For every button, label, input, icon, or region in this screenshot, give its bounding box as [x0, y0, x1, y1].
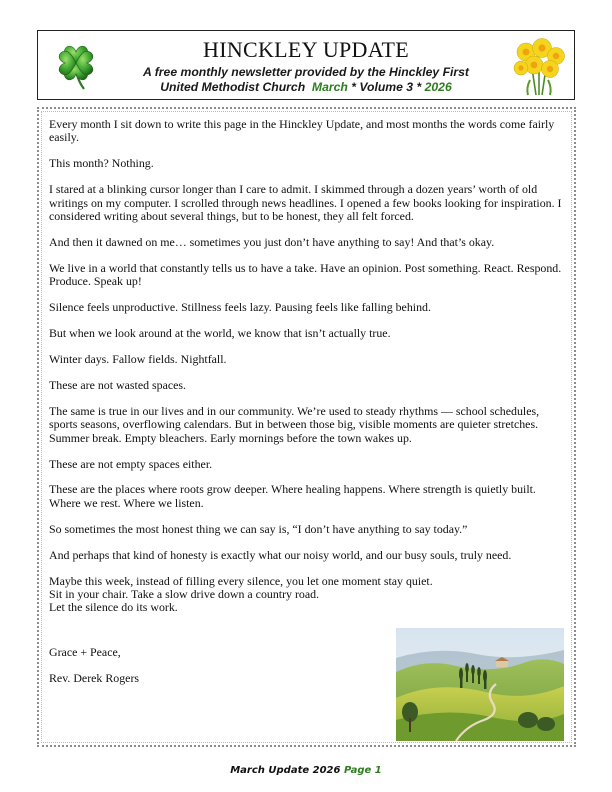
- article-body: [49, 118, 569, 698]
- article-box: [37, 107, 576, 747]
- newsletter-subtitle: [98, 65, 514, 95]
- separator: *: [416, 80, 422, 94]
- subtitle-line1: A free monthly newsletter provided by the Hinckley First: [143, 65, 469, 79]
- paragraph: We live in a world that constantly tells us to have a take. Have an opinion. Post something. React. Respond. Produce. Speak up!: [49, 260, 562, 289]
- issue-volume: Volume 3: [359, 80, 414, 94]
- signoff: Grace + Peace,: [49, 644, 121, 659]
- paragraph: These are not wasted spaces.: [49, 377, 187, 392]
- paragraph: This month? Nothing.: [49, 156, 154, 171]
- paragraph: The same is true in our lives and in our community. We’re used to steady rhythms — school schedules, sports seasons, overflowing calendars. But in between those big, visible moments are quieter stretches. Summer break. Empty bleachers. Early mornings before the town wakes up.: [49, 403, 540, 445]
- separator: *: [351, 80, 356, 94]
- paragraph: Every month I sit down to write this page in the Hinckley Update, and most months the words come fairly easily.: [49, 117, 555, 145]
- subtitle-church: United Methodist Church: [160, 80, 306, 94]
- paragraph: Silence feels unproductive. Stillness feels lazy. Pausing feels like falling behind.: [49, 300, 431, 315]
- newsletter-title: HINCKLEY UPDATE: [203, 37, 409, 62]
- signature: Rev. Derek Rogers: [49, 670, 140, 685]
- masthead: [37, 30, 575, 100]
- issue-month: March: [311, 80, 348, 94]
- paragraph: I stared at a blinking cursor longer than I care to admit. I skimmed through a dozen years’ worth of old writings on my computer. I scrolled through news headlines. I opened a few books looking for inspiration. I considered writing about several things, but to be honest, they all felt forced.: [49, 182, 562, 224]
- closing-line: Let the silence do its work.: [49, 600, 178, 615]
- paragraph: And perhaps that kind of honesty is exactly what our noisy world, and our busy souls, truly need.: [49, 547, 512, 562]
- paragraph: But when we look around at the world, we know that isn’t actually true.: [49, 326, 391, 341]
- landscape-photo: [396, 628, 564, 741]
- paragraph: And then it dawned on me… sometimes you just don’t have anything to say! And that’s okay.: [49, 234, 495, 249]
- issue-year: 2026: [424, 80, 452, 94]
- paragraph: These are not empty spaces either.: [49, 456, 213, 471]
- closing-line: Sit in your chair. Take a slow drive down a country road.: [49, 586, 320, 601]
- daffodil-bouquet-icon: [512, 38, 566, 96]
- paragraph: These are the places where roots grow deeper. Where healing happens. Where strength is quietly built. Where we rest. Where we listen.: [49, 482, 536, 510]
- paragraph: Winter days. Fallow fields. Nightfall.: [49, 351, 227, 366]
- footer-label: March Update 2026: [230, 765, 341, 776]
- paragraph: So sometimes the most honest thing we can say is, “I don’t have anything to say today.”: [49, 521, 468, 536]
- footer-page-number: Page 1: [343, 765, 382, 776]
- closing-line: Maybe this week, instead of filling every silence, you let one moment stay quiet.: [49, 573, 433, 588]
- page-footer: [0, 765, 612, 776]
